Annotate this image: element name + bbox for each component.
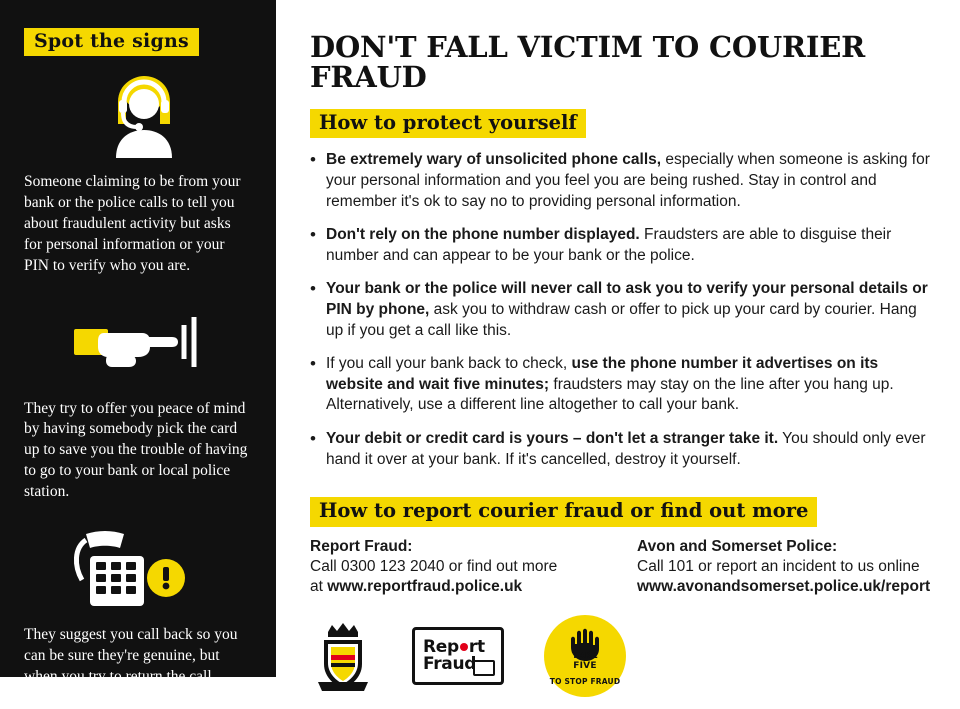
sign-item <box>24 525 252 709</box>
take-five-line-1 <box>544 652 626 671</box>
rf-text-rep: Rep <box>423 637 459 658</box>
protect-tips-list <box>310 150 936 470</box>
avon-somerset-column <box>637 537 936 597</box>
report-fraud-logo-line2: Fraud <box>423 654 477 675</box>
report-fraud-url[interactable]: www.reportfraud.police.uk <box>327 577 523 595</box>
tip-rest: ask you to withdraw cash or offer to pick up your card by courier. Hang up if you get a call like this. <box>326 300 917 339</box>
spot-the-signs-sidebar <box>0 0 276 706</box>
protect-yourself-heading: How to protect yourself <box>310 109 586 138</box>
column-title: Avon and Somerset Police: <box>637 537 838 555</box>
page-title: DON'T FALL VICTIM TO COURIER FRAUD <box>310 30 866 95</box>
list-item <box>310 429 936 470</box>
list-item <box>310 150 936 212</box>
take-five-word-take: TAKE <box>571 651 599 662</box>
telephone-alert-icon <box>24 525 252 611</box>
monitor-icon <box>473 660 495 676</box>
report-fraud-heading: How to report courier fraud or find out more <box>310 497 817 526</box>
tip-rest: Fraudsters are able to disguise their number and can appear to be your bank or the police. <box>326 226 892 264</box>
tip-bold: Don't rely on the phone number displayed. <box>326 226 640 244</box>
take-five-tagline: TO STOP FRAUD <box>549 677 621 687</box>
sign-text: They try to offer you peace of mind by having somebody pick the card up to save you the trouble of having to go to your bank or local police station. <box>24 399 248 501</box>
tip-rest: especially when someone is asking for your personal information and you feel you are being rushed. Stay in control and remember it's ok to say no to providing personal information. <box>326 151 930 210</box>
report-fraud-logo <box>412 627 504 685</box>
tip-rest: You should only ever hand it over at your bank. If it's cancelled, destroy it yourself. <box>326 430 926 468</box>
list-item <box>310 354 936 416</box>
avon-and-somerset-police-crest-icon <box>314 620 372 692</box>
hand-holding-card-icon <box>24 299 252 385</box>
take-five-logo <box>544 615 626 697</box>
avon-somerset-url[interactable]: www.avonandsomerset.police.uk/report <box>637 577 931 595</box>
report-fraud-column <box>310 537 609 597</box>
call-centre-operator-icon <box>24 72 252 158</box>
list-item <box>310 225 936 266</box>
tip-lead: If you call your bank back to check, <box>326 355 572 373</box>
sign-item <box>24 299 252 504</box>
main-content <box>276 0 960 687</box>
sign-item <box>24 72 252 277</box>
column-line-2-lead: at <box>310 577 328 595</box>
sign-text: They suggest you call back so you can be sure they're genuine, but when you try to return the call there's no dial tone. <box>24 626 238 706</box>
tip-bold: use the phone number it advertises on its website and wait five minutes; <box>326 355 879 393</box>
column-line-1: Call 0300 123 2040 or find out more <box>310 557 558 575</box>
tip-bold: Be extremely wary of unsolicited phone calls, <box>326 151 662 169</box>
take-five-word-five: FIVE <box>573 660 597 671</box>
sign-text: Someone claiming to be from your bank or the police calls to tell you about fraudulent activity but asks for personal information or your PIN to verify who you are. <box>24 172 241 274</box>
column-title: Report Fraud: <box>310 537 413 555</box>
tip-rest: fraudsters may stay on the line after you hang up. Alternatively, use a different line altogether to call your bank. <box>326 375 894 414</box>
list-item <box>310 279 936 341</box>
red-dot-icon <box>460 643 468 651</box>
sidebar-title: Spot the signs <box>24 28 199 56</box>
column-line-1: Call 101 or report an incident to us online <box>637 557 920 575</box>
logo-row <box>310 615 936 697</box>
report-columns <box>310 537 936 597</box>
tip-bold: Your debit or credit card is yours – don't let a stranger take it. <box>326 430 779 447</box>
tip-bold: Your bank or the police will never call to ask you to verify your personal details or PIN by phone, <box>326 280 928 318</box>
rf-text-rt: rt <box>468 637 485 658</box>
